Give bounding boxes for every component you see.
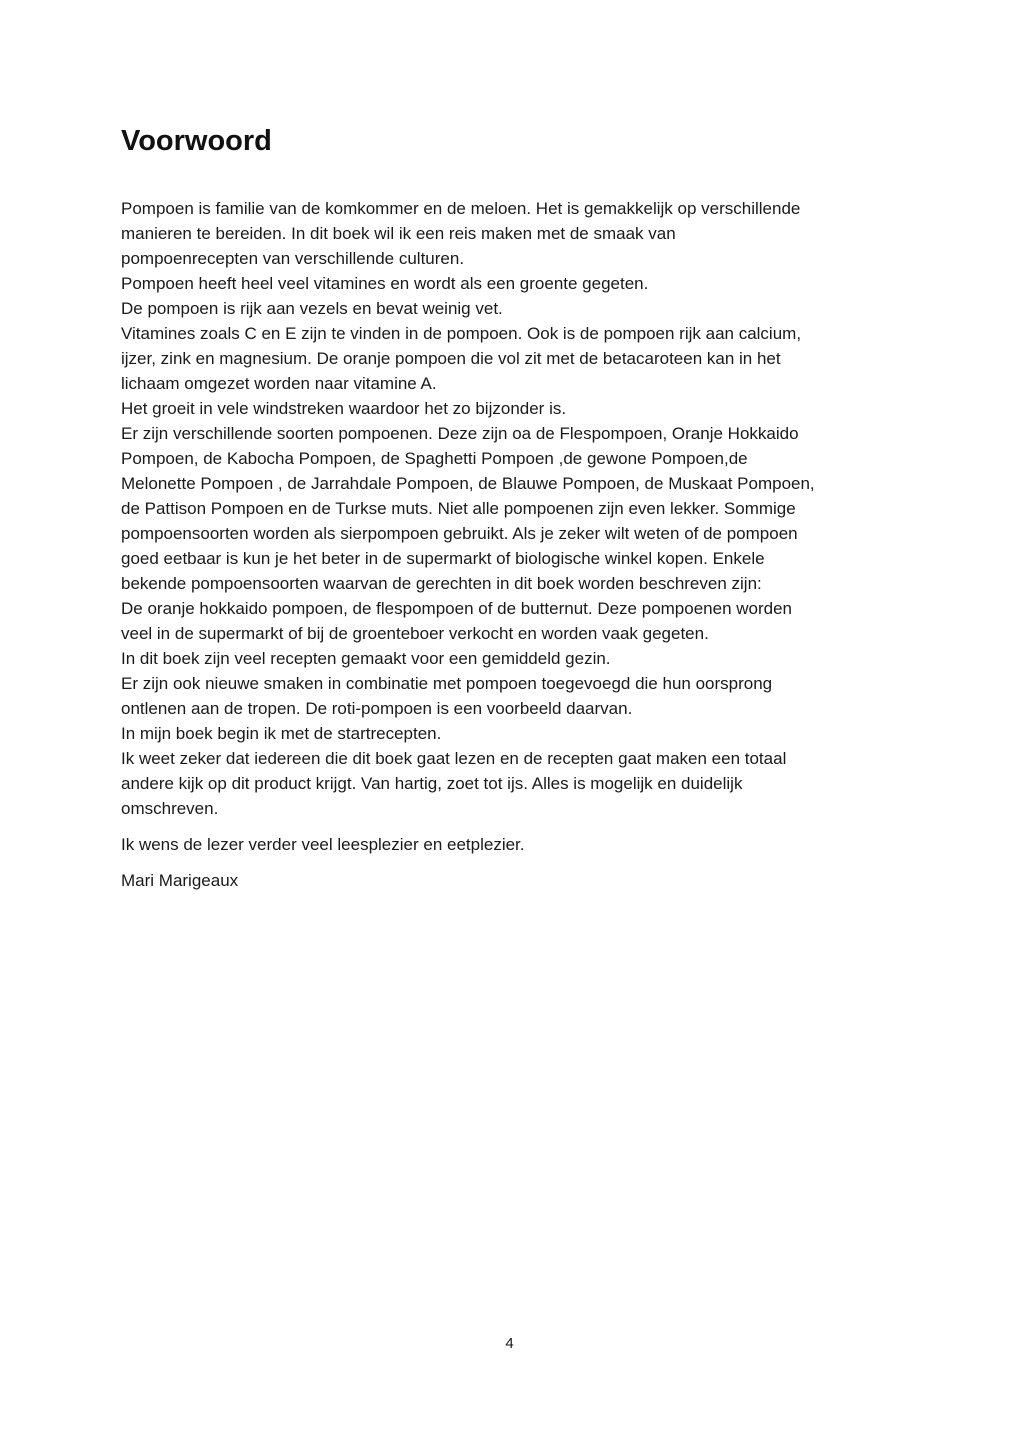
paragraph-line: Pompoen heeft heel veel vitamines en wordt als een groente gegeten. [121,274,649,293]
paragraph-line: Er zijn verschillende soorten pompoenen. Deze zijn oa de Flespompoen, Oranje Hokkaido [121,424,799,443]
paragraph-line: de Pattison Pompoen en de Turkse muts. Niet alle pompoenen zijn even lekker. Sommige [121,499,796,518]
paragraph-line: Melonette Pompoen , de Jarrahdale Pompoen, de Blauwe Pompoen, de Muskaat Pompoen, [121,474,815,493]
page-number: 4 [505,1335,514,1352]
paragraph-line: andere kijk op dit product krijgt. Van hartig, zoet tot ijs. Alles is mogelijk en duidelijk [121,774,743,793]
paragraph-line: In dit boek zijn veel recepten gemaakt voor een gemiddeld gezin. [121,649,611,668]
paragraph-line: bekende pompoensoorten waarvan de gerechten in dit boek worden beschreven zijn: [121,574,762,593]
paragraph-line: In mijn boek begin ik met de startrecepten. [121,724,442,743]
page-title: Voorwoord [121,125,272,157]
paragraph-line: lichaam omgezet worden naar vitamine A. [121,374,437,393]
paragraph-line: Pompoen, de Kabocha Pompoen, de Spaghetti Pompoen ,de gewone Pompoen,de [121,449,748,468]
author-signature: Mari Marigeaux [121,871,239,890]
paragraph-line: ontlenen aan de tropen. De roti-pompoen is een voorbeeld daarvan. [121,699,633,718]
paragraph-spacer [121,857,911,868]
paragraph-line: omschreven. [121,799,219,818]
paragraph-line: De oranje hokkaido pompoen, de flespompoen of de butternut. Deze pompoenen worden [121,599,793,618]
paragraph-line: pompoensoorten worden als sierpompoen gebruikt. Als je zeker wilt weten of de pompoen [121,524,798,543]
paragraph-line: De pompoen is rijk aan vezels en bevat weinig vet. [121,299,503,318]
paragraph-line: ijzer, zink en magnesium. De oranje pompoen die vol zit met de betacaroteen kan in het [121,349,781,368]
paragraph-line: Pompoen is familie van de komkommer en de meloen. Het is gemakkelijk op verschillende [121,199,801,218]
paragraph-line: Er zijn ook nieuwe smaken in combinatie met pompoen toegevoegd die hun oorsprong [121,674,773,693]
paragraph-line: goed eetbaar is kun je het beter in de supermarkt of biologische winkel kopen. Enkele [121,549,765,568]
paragraph-line: pompoenrecepten van verschillende culturen. [121,249,465,268]
main-paragraph [121,196,911,821]
paragraph-spacer [121,821,911,832]
paragraph-line: Het groeit in vele windstreken waardoor het zo bijzonder is. [121,399,567,418]
body-text [121,196,911,893]
closing-line: Ik wens de lezer verder veel leesplezier en eetplezier. [121,835,525,854]
paragraph-line: Vitamines zoals C en E zijn te vinden in de pompoen. Ook is de pompoen rijk aan calcium, [121,324,802,343]
paragraph-line: manieren te bereiden. In dit boek wil ik een reis maken met de smaak van [121,224,676,243]
paragraph-line: veel in de supermarkt of bij de groenteboer verkocht en worden vaak gegeten. [121,624,709,643]
paragraph-line: Ik weet zeker dat iedereen die dit boek gaat lezen en de recepten gaat maken een totaal [121,749,787,768]
